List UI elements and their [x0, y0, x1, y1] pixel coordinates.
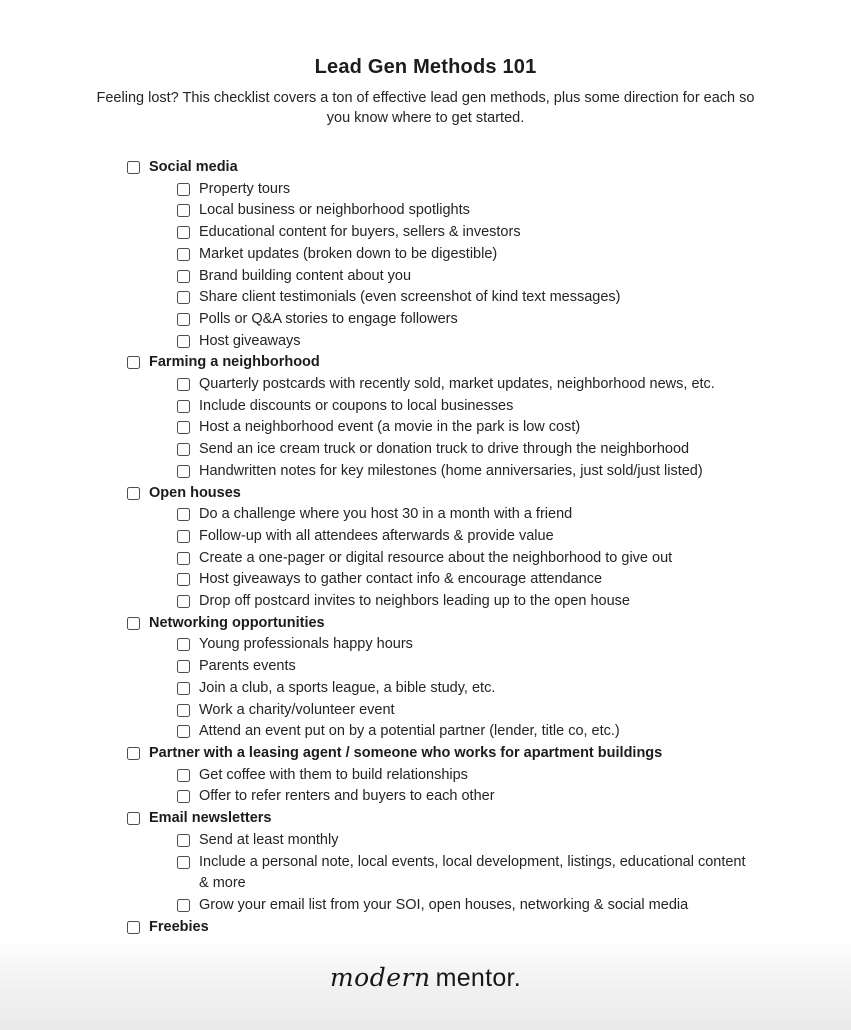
checklist-item — [177, 569, 755, 591]
checklist-item-label: Quarterly postcards with recently sold, market updates, neighborhood news, etc. — [199, 376, 715, 393]
checkbox-work-a-charity-volunteer-event[interactable] — [177, 704, 190, 717]
section-heading — [127, 917, 755, 939]
checklist-item-label: Host giveaways — [199, 332, 301, 349]
page-subtitle: Feeling lost? This checklist covers a ton of effective lead gen methods, plus some direction for each so you know where to get started. — [96, 90, 755, 126]
checklist-item — [177, 396, 755, 418]
checkbox-polls-or-q-a-stories-to-engage-followers[interactable] — [177, 313, 190, 326]
section-heading-label: Farming a neighborhood — [149, 354, 320, 371]
checklist-item-label: Host a neighborhood event (a movie in the park is low cost) — [199, 419, 581, 436]
checkbox-send-at-least-monthly[interactable] — [177, 834, 190, 847]
checkbox-include-a-personal-note-local-events-loc[interactable] — [177, 856, 190, 869]
checkbox-host-giveaways[interactable] — [177, 335, 190, 348]
checkbox-host-a-neighborhood-event-a-movie-in-the[interactable] — [177, 421, 190, 434]
checklist-item-label: Do a challenge where you host 30 in a month with a friend — [199, 506, 573, 523]
checklist-item-label: Create a one-pager or digital resource about the neighborhood to give out — [199, 549, 673, 566]
checklist-item — [177, 852, 755, 895]
checklist-item — [177, 700, 755, 722]
checkbox-handwritten-notes-for-key-milestones-hom[interactable] — [177, 465, 190, 478]
checklist-item — [177, 786, 755, 808]
checklist-item — [177, 678, 755, 700]
checklist-item — [177, 830, 755, 852]
checklist-item-label: Parents events — [199, 658, 296, 675]
checklist-item — [177, 895, 755, 917]
checklist-item — [177, 765, 755, 787]
checklist-item — [177, 244, 755, 266]
section-heading — [127, 743, 755, 765]
checklist-item-label: Host giveaways to gather contact info & encourage attendance — [199, 571, 603, 588]
section-heading-label: Social media — [149, 159, 238, 175]
checklist-item — [177, 721, 755, 743]
checkbox-host-giveaways-to-gather-contact-info-en[interactable] — [177, 573, 190, 586]
checklist-item — [177, 656, 755, 678]
section-heading-label: Networking opportunities — [149, 614, 325, 631]
page-title: Lead Gen Methods 101 — [314, 56, 537, 78]
checkbox-partner-with-a-leasing-agent-someone-who[interactable] — [127, 747, 140, 760]
checklist-item-label: Work a charity/volunteer event — [199, 701, 395, 718]
checklist-item — [177, 504, 755, 526]
section-heading — [127, 352, 755, 374]
checkbox-freebies[interactable] — [127, 921, 140, 934]
brand-word-modern: modern — [329, 963, 431, 992]
checkbox-share-client-testimonials-even-screensho[interactable] — [177, 291, 190, 304]
section-email-newsletters — [127, 808, 755, 917]
section-heading-label: Partner with a leasing agent / someone who works for apartment buildings — [149, 744, 663, 761]
checklist-item-label: Market updates (broken down to be digestible) — [199, 245, 498, 262]
checklist-item — [177, 179, 755, 201]
checklist-item — [177, 374, 755, 396]
checklist-item-label: Drop off postcard invites to neighbors leading up to the open house — [199, 593, 630, 610]
section-partner-with-a-leasing-agent-someone-who — [127, 743, 755, 808]
checkbox-drop-off-postcard-invites-to-neighbors-l[interactable] — [177, 595, 190, 608]
checklist-item-label: Get coffee with them to build relationships — [199, 766, 468, 783]
checklist-item-label: Share client testimonials (even screenshot of kind text messages) — [199, 289, 621, 306]
checklist-item-label: Grow your email list from your SOI, open houses, networking & social media — [199, 896, 689, 913]
checklist-item — [177, 417, 755, 439]
checklist-item-label: Offer to refer renters and buyers to each other — [199, 788, 495, 805]
section-heading — [127, 808, 755, 830]
checklist-item-label: Polls or Q&A stories to engage followers — [199, 310, 458, 327]
checklist-item — [177, 200, 755, 222]
checkbox-include-discounts-or-coupons-to-local-bu[interactable] — [177, 400, 190, 413]
checklist-item — [177, 266, 755, 288]
section-farming-a-neighborhood — [127, 352, 755, 482]
checklist-item — [177, 461, 755, 483]
section-heading-label: Email newsletters — [149, 810, 272, 827]
checkbox-educational-content-for-buyers-sellers-i[interactable] — [177, 226, 190, 239]
checkbox-follow-up-with-all-attendees-afterwards-[interactable] — [177, 530, 190, 543]
checklist-item — [177, 526, 755, 548]
checklist — [127, 157, 755, 938]
checkbox-email-newsletters[interactable] — [127, 812, 140, 825]
checklist-item-label: Property tours — [199, 180, 291, 197]
section-heading — [127, 157, 755, 179]
checkbox-grow-your-email-list-from-your-soi-open-[interactable] — [177, 899, 190, 912]
checklist-item — [177, 591, 755, 613]
section-heading — [127, 483, 755, 505]
checklist-item — [177, 309, 755, 331]
checkbox-attend-an-event-put-on-by-a-potential-pa[interactable] — [177, 725, 190, 738]
checklist-item-label: Brand building content about you — [199, 267, 412, 284]
checkbox-parents-events[interactable] — [177, 660, 190, 673]
checklist-item-label: Young professionals happy hours — [199, 636, 413, 653]
section-heading — [127, 613, 755, 635]
checklist-item-label: Attend an event put on by a potential partner (lender, title co, etc.) — [199, 723, 620, 740]
checklist-item-label: Educational content for buyers, sellers & investors — [199, 224, 521, 241]
checkbox-offer-to-refer-renters-and-buyers-to-eac[interactable] — [177, 790, 190, 803]
checkbox-property-tours[interactable] — [177, 183, 190, 196]
checklist-item-label: Include a personal note, local events, local development, listings, educational content & more — [199, 853, 746, 892]
checklist-item — [177, 439, 755, 461]
checkbox-brand-building-content-about-you[interactable] — [177, 270, 190, 283]
checkbox-create-a-one-pager-or-digital-resource-a[interactable] — [177, 552, 190, 565]
checkbox-young-professionals-happy-hours[interactable] — [177, 638, 190, 651]
brand-word-mentor: mentor. — [435, 964, 522, 992]
checklist-item — [177, 548, 755, 570]
checkbox-market-updates-broken-down-to-be-digesti[interactable] — [177, 248, 190, 261]
checklist-item — [177, 331, 755, 353]
footer-logo — [0, 963, 851, 993]
checklist-item — [177, 634, 755, 656]
checkbox-networking-opportunities[interactable] — [127, 617, 140, 630]
checkbox-join-a-club-a-sports-league-a-bible-stud[interactable] — [177, 682, 190, 695]
checkbox-open-houses[interactable] — [127, 487, 140, 500]
checklist-item-label: Include discounts or coupons to local businesses — [199, 397, 514, 414]
checklist-item — [177, 287, 755, 309]
section-heading-label: Freebies — [149, 918, 209, 935]
checklist-item-label: Local business or neighborhood spotlights — [199, 202, 470, 219]
checkbox-get-coffee-with-them-to-build-relationsh[interactable] — [177, 769, 190, 782]
checkbox-local-business-or-neighborhood-spotlight[interactable] — [177, 204, 190, 217]
checkbox-send-an-ice-cream-truck-or-donation-truc[interactable] — [177, 443, 190, 456]
checklist-item-label: Send at least monthly — [199, 831, 339, 848]
checkbox-farming-a-neighborhood[interactable] — [127, 356, 140, 369]
section-open-houses — [127, 483, 755, 613]
section-heading-label: Open houses — [149, 484, 241, 501]
checkbox-social-media[interactable] — [127, 161, 140, 174]
checkbox-quarterly-postcards-with-recently-sold-m[interactable] — [177, 378, 190, 391]
checklist-item — [177, 222, 755, 244]
section-networking-opportunities — [127, 613, 755, 743]
section-freebies — [127, 917, 755, 939]
checklist-item-label: Send an ice cream truck or donation truck to drive through the neighborhood — [199, 441, 690, 458]
checklist-item-label: Handwritten notes for key milestones (home anniversaries, just sold/just listed) — [199, 462, 703, 479]
checkbox-do-a-challenge-where-you-host-30-in-a-mo[interactable] — [177, 508, 190, 521]
checklist-item-label: Join a club, a sports league, a bible study, etc. — [199, 679, 496, 696]
section-social-media — [127, 157, 755, 352]
checklist-item-label: Follow-up with all attendees afterwards & provide value — [199, 527, 554, 544]
